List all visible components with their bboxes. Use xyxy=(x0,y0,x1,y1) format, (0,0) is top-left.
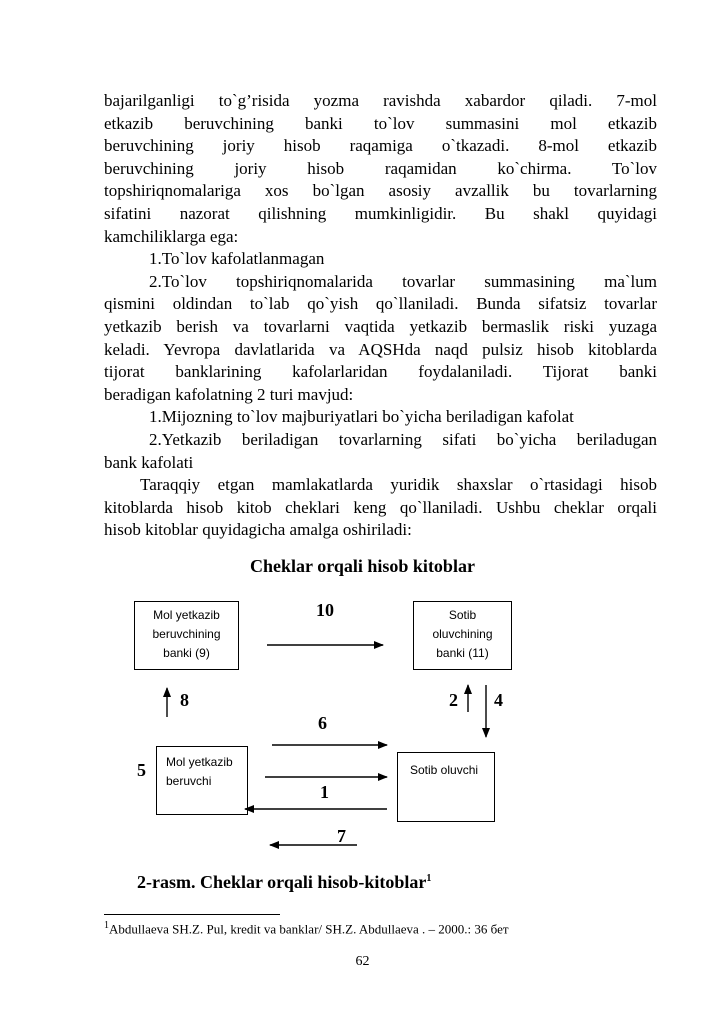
list-text: To`lov kafolatlanmagan xyxy=(161,249,325,269)
figure-caption xyxy=(137,872,431,893)
buyer-box xyxy=(397,752,495,822)
box-line: Mol yetkazib xyxy=(153,608,220,622)
list-b-item-1 xyxy=(104,406,657,429)
body-line: bank kafolati xyxy=(104,452,194,472)
list-text: To`lov topshiriqnomalarida tovarlar summasining ma`lum xyxy=(161,271,657,291)
arrow-label-4: 4 xyxy=(494,690,503,710)
footnote-divider xyxy=(104,914,280,915)
box-line: Sotib oluvchi xyxy=(410,763,479,777)
supplier-box xyxy=(156,746,248,815)
buyer-bank-box xyxy=(413,601,512,670)
arrow-label-1: 1 xyxy=(320,782,329,802)
arrow-label-7: 7 xyxy=(337,826,346,846)
arrow-label-10: 10 xyxy=(316,600,334,620)
body-line: sifatini nazorat qilishning mumkinligidir. Bu shakl quyidagi xyxy=(104,203,657,223)
arrow-label-8: 8 xyxy=(180,690,189,710)
body-line: keladi. Yevropa davlatlarida va AQSHda naqd pulsiz hisob kitoblarda xyxy=(104,339,657,359)
footnote-text: Abdullaeva SH.Z. Pul, kredit va banklar/ SH.Z. Abdullaeva . – 2000.: 36 бет xyxy=(109,921,509,937)
list-a-item-1 xyxy=(104,248,657,271)
list-text: Yetkazib beriladigan tovarlarning sifati bo`yicha beriladugan xyxy=(161,429,657,449)
arrow-label-2: 2 xyxy=(449,690,458,710)
list-number: 2. xyxy=(149,271,162,291)
paragraph-line: Taraqqiy etgan mamlakatlarda yuridik shaxslar o`rtasidagi hisob xyxy=(140,475,657,495)
box-line: beruvchining xyxy=(152,627,221,641)
box-line: banki (11) xyxy=(436,646,489,660)
supplier-bank-box xyxy=(134,601,239,670)
body-line: kamchiliklarga ega: xyxy=(104,226,239,246)
list-number: 2. xyxy=(149,429,162,449)
diagram-title: Cheklar orqali hisob kitoblar xyxy=(250,556,475,576)
box-line: Mol yetkazib xyxy=(166,755,233,769)
list-b-item-2 xyxy=(104,429,657,452)
box-line: oluvchining xyxy=(432,627,493,641)
arrow-label-5: 5 xyxy=(137,760,146,780)
body-line: tijorat banklarining kafolarlaridan foydalaniladi. Tijorat banki xyxy=(104,362,657,382)
body-line: yetkazib berish va tovarlarni vaqtida yetkazib bermaslik riski yuzaga xyxy=(104,316,657,336)
paragraph-line: kitoblarda hisob kitob cheklari keng qo`llaniladi. Ushbu cheklar orqali xyxy=(104,497,657,517)
arrow-label-6: 6 xyxy=(318,713,327,733)
body-text xyxy=(104,90,657,542)
caption-text: 2-rasm. Cheklar orqali hisob-kitoblar xyxy=(137,872,427,892)
list-text: Mijozning to`lov majburiyatlari bo`yicha beriladigan kafolat xyxy=(161,407,574,427)
body-line: qismini oldindan to`lab qo`yish qo`llaniladi. Bunda sifatsiz tovarlar xyxy=(104,294,657,314)
body-line: beruvchining joriy hisob raqamidan ko`chirma. To`lov xyxy=(104,158,657,178)
list-number: 1. xyxy=(149,407,162,427)
list-number: 1. xyxy=(149,249,162,269)
body-line: topshiriqnomalariga xos bo`lgan asosiy avzallik bu tovarlarning xyxy=(104,181,657,201)
list-a-item-2 xyxy=(104,271,657,294)
footnote-marker: 1 xyxy=(426,873,432,884)
box-line: beruvchi xyxy=(166,774,212,788)
paragraph-line: hisob kitoblar quyidagicha amalga oshiriladi: xyxy=(104,520,412,540)
page-number: 62 xyxy=(355,954,370,969)
body-line: beruvchining joriy hisob raqamiga o`tkazadi. 8-mol etkazib xyxy=(104,136,657,156)
footnote-marker: 1 xyxy=(104,920,109,931)
footnote xyxy=(104,920,509,937)
box-line: Sotib xyxy=(448,608,477,622)
body-line: beradigan kafolatning 2 turi mavjud: xyxy=(104,384,354,404)
body-line: bajarilganligi to`g’risida yozma ravishda xabardor qiladi. 7-mol xyxy=(104,91,657,110)
box-line: banki (9) xyxy=(163,646,210,660)
body-line: etkazib beruvchining banki to`lov summasini mol etkazib xyxy=(104,113,657,133)
